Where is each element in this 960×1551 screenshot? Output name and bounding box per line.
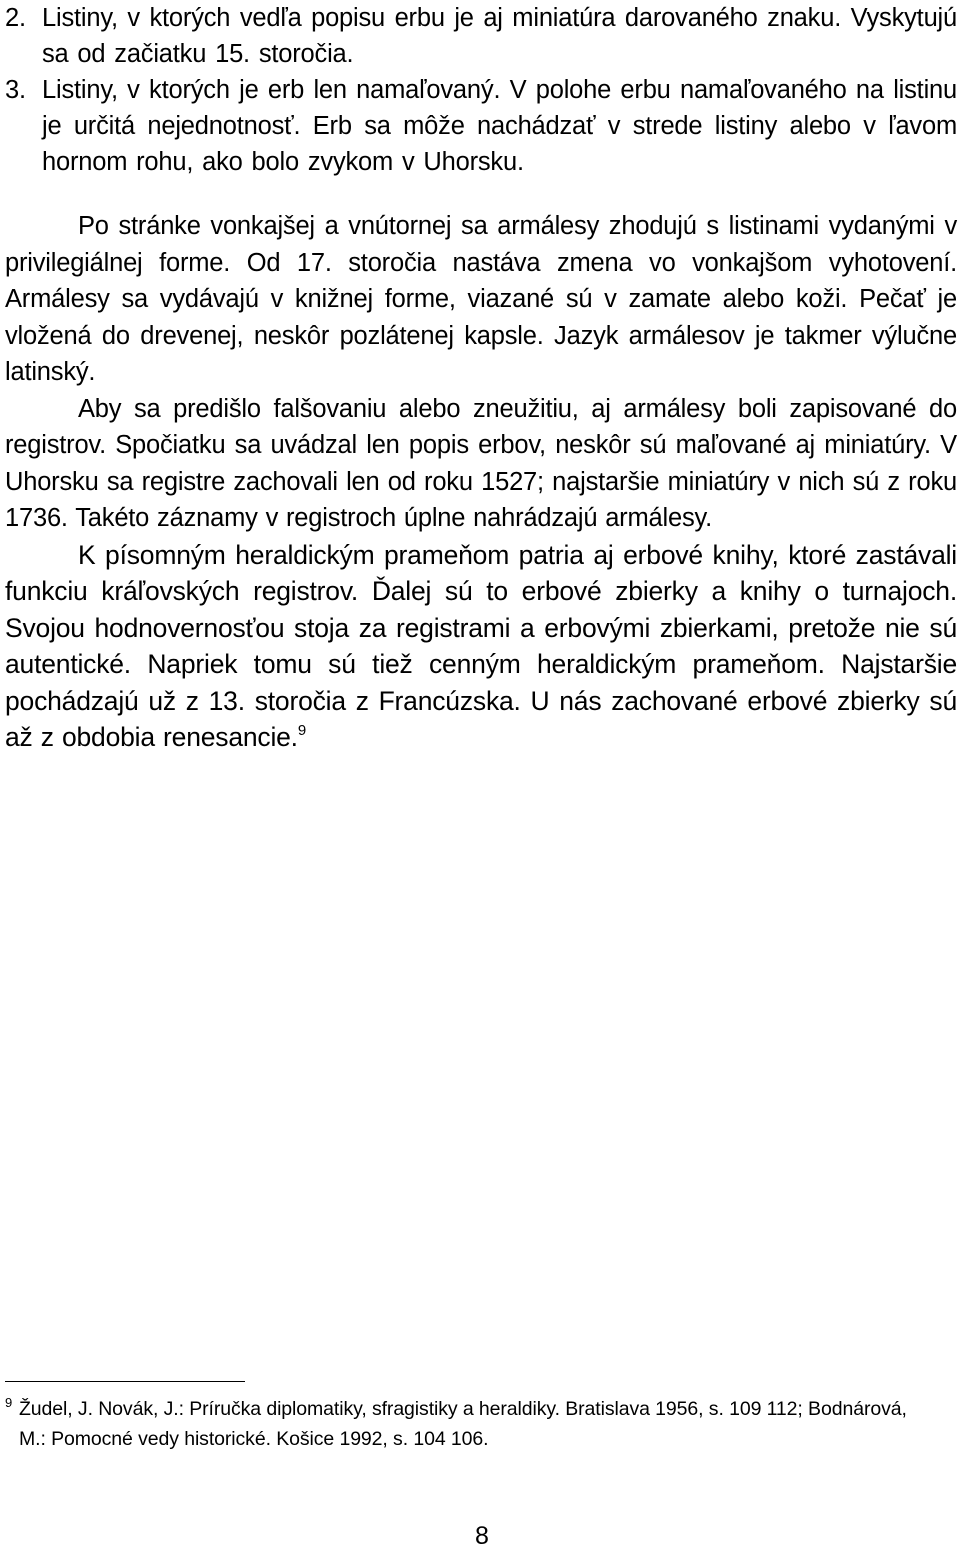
footnote-reference[interactable]: 9 xyxy=(297,722,307,739)
paragraph-exterior-interior: Po stránke vonkajšej a vnútornej sa armálesy zhodujú s listinami vydanými v privilegiálnej forme. Od 17. storočia nastáva zmena vo vonkajšom vyhotovení. Armálesy sa vydávajú v knižnej forme, viazané sú v zamate alebo koži. Pečať je vložená do drevenej, neskôr pozlátenej kapsle. Jazyk armálesov je takmer výlučne latinský. xyxy=(5,212,957,386)
paragraph-armorials xyxy=(5,537,957,756)
page-number: 8 xyxy=(475,1522,489,1550)
body-text xyxy=(5,208,957,756)
list-item-number: 3. xyxy=(5,76,26,104)
paragraph-registers: Aby sa predišlo falšovaniu alebo zneužitiu, aj armálesy boli zapisované do registrov. Spočiatku sa uvádzal len popis erbov, neskôr sú maľované aj miniatúry. V Uhorsku sa registre zachovali len od roku 1527; najstaršie miniatúry v nich sú z roku 1736. Takéto záznamy v registroch úplne nahrádzajú armálesy. xyxy=(5,394,957,532)
list-item-text: Listiny, v ktorých vedľa popisu erbu je aj miniatúra darovaného znaku. Vyskytujú sa od začiatku 15. storočia. xyxy=(42,4,957,68)
footnote-separator xyxy=(5,1381,245,1382)
footnote-line xyxy=(5,1394,951,1424)
list-item xyxy=(5,0,957,72)
footnote xyxy=(5,1394,951,1454)
list-item-text: Listiny, v ktorých je erb len namaľovaný. V polohe erbu namaľovaného na listinu je určitá nejednotnosť. Erb sa môže nachádzať v strede listiny alebo v ľavom hornom rohu, ako bolo zvykom v Uhorsku. xyxy=(42,76,957,176)
footnote-marker: 9 xyxy=(5,1395,13,1410)
paragraph-armorials-text: K písomným heraldickým prameňom patria aj erbové knihy, ktoré zastávali funkciu kráľovských registrov. Ďalej sú to erbové zbierky a knihy o turnajoch. Svojou hodnovernosťou stoja za registrami a erbovými zbierkami, pretože nie sú autentické. Napriek tomu sú tiež cenným heraldickým prameňom. Najstaršie pochádzajú už z 13. storočia z Francúzska. U nás zachované erbové zbierky sú až z obdobia renesancie. xyxy=(5,539,957,752)
numbered-list xyxy=(5,0,957,180)
footnote-text-line1: Žudel, J. Novák, J.: Príručka diplomatiky, sfragistiky a heraldiky. Bratislava 1956, s. 109 112; Bodnárová, xyxy=(19,1398,907,1420)
footnote-text-line2: M.: Pomocné vedy historické. Košice 1992, s. 104 106. xyxy=(19,1428,489,1450)
list-item xyxy=(5,72,957,180)
document-page xyxy=(5,0,957,1551)
list-item-number: 2. xyxy=(5,4,26,32)
